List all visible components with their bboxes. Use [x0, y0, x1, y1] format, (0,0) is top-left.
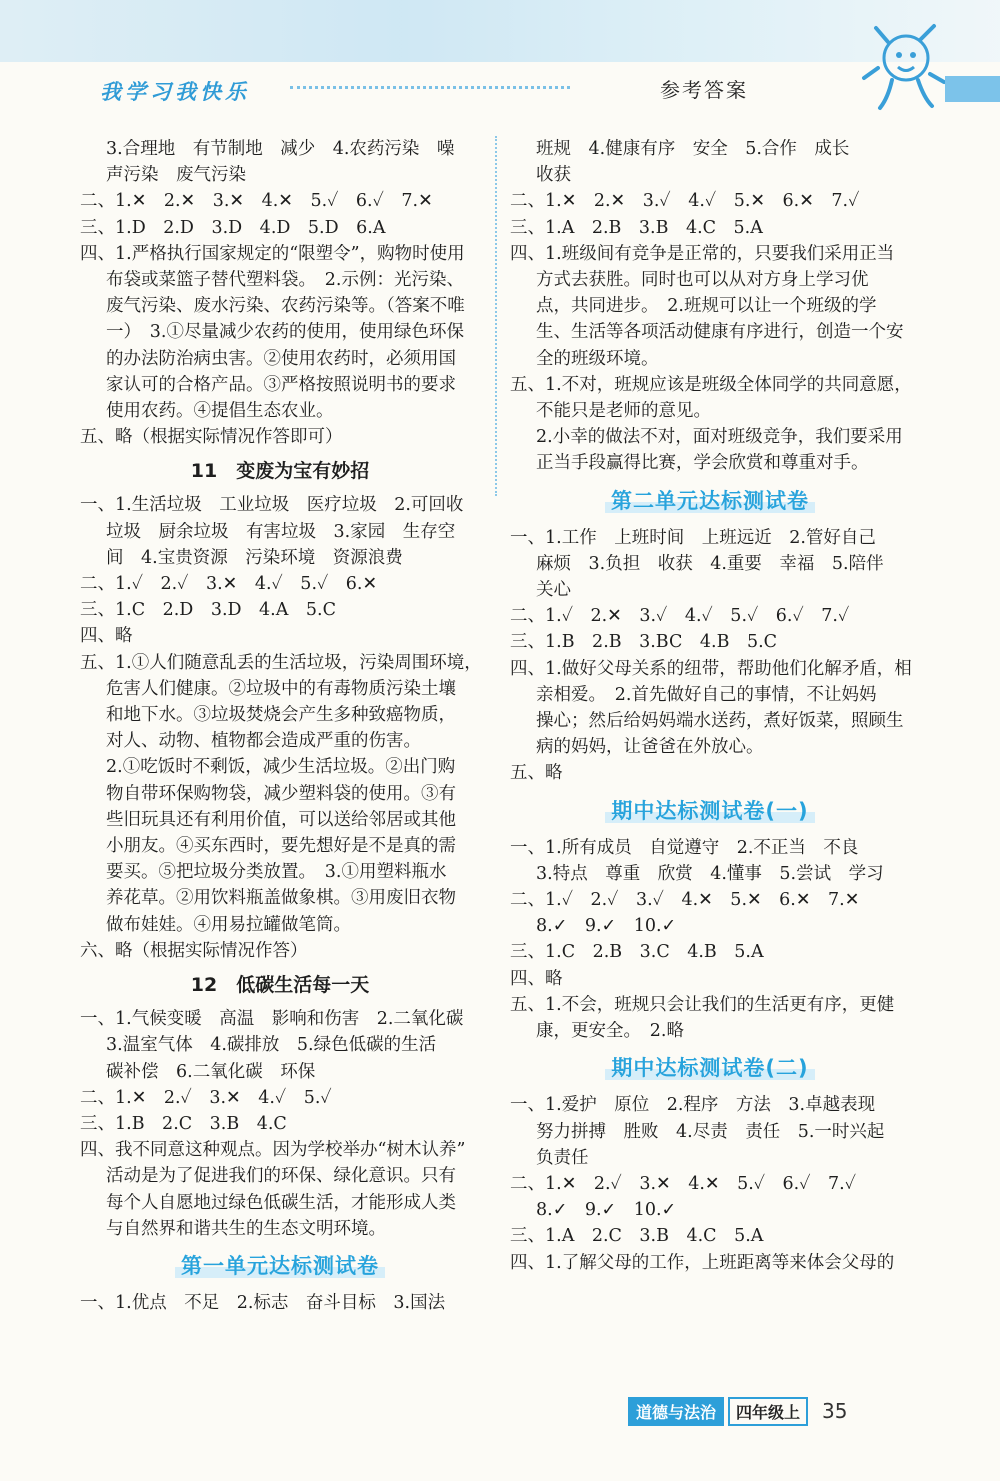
answer-line: 亲相爱。 2.首先做好自己的事情，不让妈妈 [536, 684, 877, 705]
answer-line: 负责任 [536, 1147, 589, 1168]
answer-line: 三、1.A 2.C 3.B 4.C 5.A [510, 1226, 764, 1247]
answer-line: 小朋友。④买东西时，要先想好是不是真的需 [106, 836, 456, 857]
header-banner [0, 0, 1000, 62]
answer-line: 四、1.做好父母关系的纽带，帮助他们化解矛盾，相 [510, 658, 912, 679]
answer-line: 收获 [536, 165, 571, 186]
answer-line: 3.温室气体 4.碳排放 5.绿色低碳的生活 [106, 1035, 437, 1056]
answer-line: 2.①吃饭时不剩饭，减少生活垃圾。②出门购 [106, 757, 456, 778]
answer-line: 六、略（根据实际情况作答） [80, 940, 308, 961]
answer-line: 点，共同进步。 2.班规可以让一个班级的学 [536, 296, 877, 317]
answer-line: 五、略 [510, 763, 563, 784]
test-heading [510, 797, 910, 825]
answer-line: 麻烦 3.负担 收获 4.重要 幸福 5.陪伴 [536, 553, 884, 574]
answer-line: 五、1.不会，班规只会让我们的生活更有序，更健 [510, 994, 895, 1015]
answer-line: 与自然界和谐共生的生态文明环境。 [106, 1218, 386, 1239]
answer-line: 五、略（根据实际情况作答即可） [80, 427, 343, 448]
answer-line: 家认可的合格产品。③严格按照说明书的要求 [106, 374, 456, 395]
answer-line: 三、1.B 2.C 3.B 4.C [80, 1113, 287, 1134]
answer-line: 四、略 [80, 626, 133, 647]
left-column [80, 136, 480, 1316]
section-heading: 11 变废为宝有妙招 [190, 460, 370, 483]
answer-line: 五、1.不对，班规应该是班级全体同学的共同意愿， [510, 374, 912, 395]
answer-line: 3.合理地 有节制地 减少 4.农药污染 噪 [106, 139, 455, 159]
answer-line: 努力拼搏 胜败 4.尽责 责任 5.一时兴起 [536, 1121, 885, 1142]
section-heading: 12 低碳生活每一天 [190, 974, 370, 997]
answer-line: 一、1.爱护 原位 2.程序 方法 3.卓越表现 [510, 1095, 876, 1116]
answer-line: 四、1.严格执行国家规定的“限塑令”，购物时使用 [80, 243, 465, 264]
header-tab [945, 76, 1000, 102]
test-heading-label: 第二单元达标测试卷 [605, 489, 815, 513]
column-divider [495, 136, 497, 496]
answer-line: 些旧玩具还有利用价值，可以送给邻居或其他 [106, 809, 456, 830]
header-title: 参考答案 [660, 78, 748, 102]
answer-line: 三、1.C 2.B 3.C 4.B 5.A [510, 942, 764, 963]
answer-line: 三、1.C 2.D 3.D 4.A 5.C [80, 600, 336, 621]
answer-line: 不能只是老师的意见。 [536, 401, 711, 422]
answer-line: 对人、动物、植物都会造成严重的伤害。 [106, 731, 421, 752]
test-heading [510, 487, 910, 515]
answer-line: 二、1.✕ 2.✕ 3.✓ 4.✓ 5.✕ 6.✕ 7.✓ [510, 191, 860, 212]
answer-line: 间 4.宝贵资源 污染环境 资源浪费 [106, 547, 403, 568]
answer-line: 要买。⑤把垃圾分类放置。 3.①用塑料瓶水 [106, 862, 447, 883]
answer-line: 二、1.✓ 2.✕ 3.✓ 4.✓ 5.✓ 6.✓ 7.✓ [510, 606, 850, 627]
answer-line: 垃圾 厨余垃圾 有害垃圾 3.家园 生存空 [106, 521, 456, 542]
answer-line: 操心；然后给妈妈端水送药，煮好饭菜，照顾生 [536, 711, 904, 732]
answer-line: 正当手段赢得比赛，学会欣赏和尊重对手。 [536, 453, 869, 474]
answer-line: 五、1.①人们随意乱丢的生活垃圾，污染周围环境， [80, 652, 482, 673]
answer-line: 使用农药。④提倡生态农业。 [106, 401, 334, 422]
answer-line: 康，更安全。 2.略 [536, 1021, 684, 1042]
answer-line: 碳补偿 6.二氧化碳 环保 [106, 1061, 316, 1082]
right-column [510, 136, 910, 1276]
answer-line: 一、1.优点 不足 2.标志 奋斗目标 3.国法 [80, 1292, 446, 1313]
answer-line: 全的班级环境。 [536, 348, 659, 369]
answer-line: 方式去获胜。同时也可以从对方身上学习优 [536, 270, 869, 291]
test-heading [510, 1054, 910, 1082]
answer-line: 四、略 [510, 968, 563, 989]
mascot-icon [858, 18, 948, 113]
test-heading-label: 期中达标测试卷(二) [605, 1056, 814, 1080]
answer-line: 8.✓ 9.✓ 10.✓ [536, 1200, 677, 1221]
answer-line: 养花草。②用饮料瓶盖做象棋。③用废旧衣物 [106, 888, 456, 909]
answer-line: 二、1.✓ 2.✓ 3.✓ 4.✕ 5.✕ 6.✕ 7.✕ [510, 890, 860, 911]
answer-line: 声污染 废气污染 [106, 165, 246, 186]
answer-line: 2.小幸的做法不对，面对班级竞争，我们要采用 [536, 427, 903, 448]
answer-line: 三、1.B 2.B 3.BC 4.B 5.C [510, 632, 778, 653]
answer-line: 活动是为了促进我们的环保、绿化意识。只有 [106, 1166, 456, 1187]
answer-line: 三、1.A 2.B 3.B 4.C 5.A [510, 217, 763, 238]
header-motto: 我学习我快乐 [100, 80, 250, 104]
answer-line: 3.特点 尊重 欣赏 4.懂事 5.尝试 学习 [536, 863, 884, 884]
page-footer [628, 1396, 847, 1426]
answer-line: 生、生活等各项活动健康有序进行，创造一个安 [536, 322, 904, 343]
footer-subject: 道德与法治 [628, 1397, 724, 1426]
page-number: 35 [822, 1399, 848, 1423]
answer-line: 一、1.工作 上班时间 上班远近 2.管好自己 [510, 527, 876, 548]
answer-line: 一、1.所有成员 自觉遵守 2.不正当 不良 [510, 837, 859, 858]
answer-line: 班规 4.健康有序 安全 5.合作 成长 [536, 139, 850, 159]
answer-line: 关心 [536, 580, 571, 601]
answer-line: 一、1.生活垃圾 工业垃圾 医疗垃圾 2.可回收 [80, 495, 464, 516]
header-dotted-rule [290, 86, 570, 89]
answer-line: 废气污染、废水污染、农药污染等。（答案不唯 [106, 296, 465, 317]
answer-line: 病的妈妈，让爸爸在外放心。 [536, 737, 764, 758]
answer-line: 四、1.了解父母的工作，上班距离等来体会父母的 [510, 1252, 895, 1273]
answer-line: 8.✓ 9.✓ 10.✓ [536, 916, 677, 937]
answer-line: 物自带环保购物袋，减少塑料袋的使用。③有 [106, 783, 456, 804]
answer-line: 三、1.D 2.D 3.D 4.D 5.D 6.A [80, 217, 386, 238]
answer-line: 的办法防治病虫害。②使用农药时，必须用国 [106, 348, 456, 369]
answer-line: 布袋或菜篮子替代塑料袋。 2.示例：光污染、 [106, 270, 464, 291]
answer-line: 每个人自愿地过绿色低碳生活，才能形成人类 [106, 1192, 456, 1213]
test-heading [80, 1252, 480, 1280]
answer-line: 四、1.班级间有竞争是正常的，只要我们采用正当 [510, 243, 895, 264]
test-heading-label: 第一单元达标测试卷 [175, 1254, 385, 1278]
answer-line: 一） 3.①尽量减少农药的使用，使用绿色环保 [106, 322, 464, 343]
answer-line: 一、1.气候变暖 高温 影响和伤害 2.二氧化碳 [80, 1009, 464, 1030]
page-header [0, 0, 1000, 118]
answer-line: 做布娃娃。④用易拉罐做笔筒。 [106, 914, 351, 935]
answer-line: 和地下水。③垃圾焚烧会产生多种致癌物质， [106, 705, 456, 726]
answer-line: 二、1.✕ 2.✓ 3.✕ 4.✓ 5.✓ [80, 1087, 332, 1108]
answer-line: 二、1.✓ 2.✓ 3.✕ 4.✓ 5.✓ 6.✕ [80, 574, 378, 595]
test-heading-label: 期中达标测试卷(一) [605, 799, 814, 823]
answer-line: 二、1.✕ 2.✕ 3.✕ 4.✕ 5.✓ 6.✓ 7.✕ [80, 191, 433, 212]
answer-line: 二、1.✕ 2.✓ 3.✕ 4.✕ 5.✓ 6.✓ 7.✓ [510, 1173, 857, 1194]
footer-grade: 四年级上 [728, 1397, 808, 1426]
answer-line: 危害人们健康。②垃圾中的有毒物质污染土壤 [106, 678, 456, 699]
answer-line: 四、我不同意这种观点。因为学校举办“树木认养” [80, 1140, 466, 1161]
